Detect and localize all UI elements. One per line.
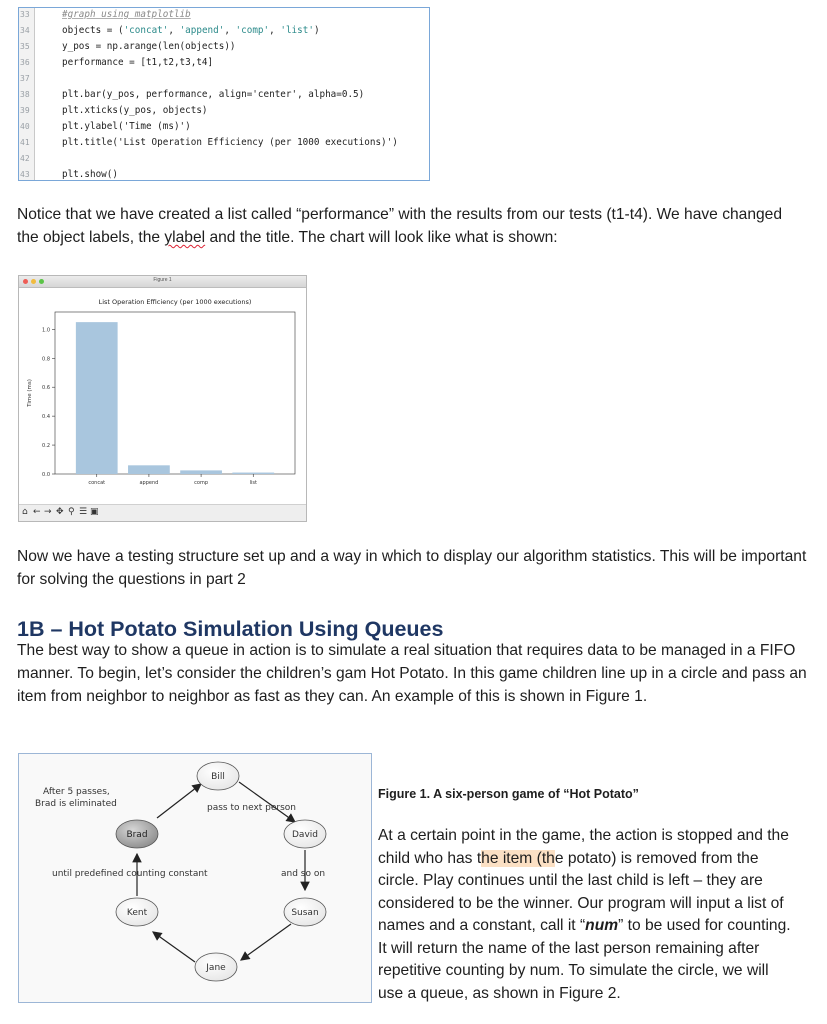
line-number-gutter xyxy=(19,8,35,180)
save-icon[interactable]: ▣ xyxy=(90,507,99,517)
emphasized-num: num xyxy=(585,917,619,934)
configure-icon[interactable]: ☰ xyxy=(79,507,88,517)
hot-potato-diagram-svg xyxy=(19,754,371,1002)
figure-caption: Figure 1. A six-person game of “Hot Potato” xyxy=(378,787,639,801)
y-tick-label: 0.8 xyxy=(42,356,50,363)
code-line: plt.ylabel('Time (ms)') xyxy=(62,121,191,132)
node-label-susan: Susan xyxy=(291,908,319,918)
section-heading: 1B – Hot Potato Simulation Using Queues xyxy=(17,617,444,641)
code-line: plt.bar(y_pos, performance, align='center', alpha=0.5) xyxy=(62,89,365,100)
paragraph-intro: Notice that we have created a list called “performance” with the results from our tests (t1-t4). We have changed the object labels, the ylabel and the title. The chart will look like what is shown: xyxy=(17,206,783,246)
highlighted-text: he item (th xyxy=(481,849,555,867)
figure-window xyxy=(18,275,307,522)
and-so-on-label: and so on xyxy=(281,869,326,879)
figure-title: Figure 1 xyxy=(153,277,172,283)
node-label-david: David xyxy=(292,830,318,840)
node-label-kent: Kent xyxy=(126,908,148,918)
line-number: 39 xyxy=(20,106,30,115)
back-arrow-icon[interactable]: ← xyxy=(33,507,41,517)
line-number: 37 xyxy=(20,74,30,83)
y-tick-label: 1.0 xyxy=(42,327,50,334)
line-number: 43 xyxy=(20,170,30,179)
bar-concat xyxy=(76,322,118,474)
line-number: 35 xyxy=(20,42,30,51)
arrow-susan-to-jane xyxy=(241,924,291,960)
x-tick-label: concat xyxy=(88,480,106,486)
arrow-jane-to-kent xyxy=(153,932,195,962)
node-label-jane: Jane xyxy=(206,963,226,973)
code-line: plt.show() xyxy=(62,169,118,180)
misspelled-word: ylabel xyxy=(164,229,206,246)
arrow-bill-to-david xyxy=(239,782,295,822)
home-icon[interactable]: ⌂ xyxy=(22,507,28,517)
code-comment: #graph using matplotlib xyxy=(62,9,191,20)
y-tick-label: 0.4 xyxy=(42,414,50,421)
code-line: plt.xticks(y_pos, objects) xyxy=(62,105,208,116)
line-number: 38 xyxy=(20,90,30,99)
code-line: plt.title('List Operation Efficiency (per 1000 executions)') xyxy=(62,137,398,148)
paragraph-testing: Now we have a testing structure set up and a way in which to display our algorithm statistics. This will be important for solving the questions in part 2 xyxy=(17,548,807,588)
until-label: until predefined counting constant xyxy=(52,869,208,879)
figure-toolbar xyxy=(19,504,306,521)
arrow-brad-to-bill xyxy=(157,784,201,818)
x-tick-label: list xyxy=(249,480,257,486)
pass-label: pass to next person xyxy=(207,803,297,813)
code-line: performance = [t1,t2,t3,t4] xyxy=(62,57,214,68)
eliminated-note-line1: After 5 passes, xyxy=(43,787,110,797)
bar-chart xyxy=(19,288,306,505)
line-number: 36 xyxy=(20,58,30,67)
chart-title: List Operation Efficiency (per 1000 executions) xyxy=(98,298,252,306)
zoom-icon[interactable]: ⚲ xyxy=(68,507,75,517)
y-tick-label: 0.6 xyxy=(42,385,50,392)
code-line: y_pos = np.arange(len(objects)) xyxy=(62,41,236,52)
line-number: 34 xyxy=(20,26,30,35)
hot-potato-diagram xyxy=(18,753,372,1003)
bar-comp xyxy=(180,470,222,474)
figure-titlebar xyxy=(19,276,306,288)
code-block xyxy=(18,7,430,181)
y-tick-label: 0.0 xyxy=(42,472,50,478)
line-number: 42 xyxy=(20,154,30,163)
paragraph-hot-potato: The best way to show a queue in action is to simulate a real situation that requires data to be managed in a FIFO manner. To begin, let’s consider the children’s gam Hot Potato. In this game children line up in a circle and pass an item from neighbor to neighbor as fast as they can. An example of this is shown in Figure 1. xyxy=(17,642,807,705)
pan-icon[interactable]: ✥ xyxy=(56,507,64,517)
line-number: 40 xyxy=(20,122,30,131)
line-number: 33 xyxy=(20,10,30,19)
code-line-objects: objects = ('concat', 'append', 'comp', 'list') xyxy=(62,25,320,36)
bar-append xyxy=(128,465,170,474)
node-label-bill: Bill xyxy=(211,772,225,782)
paragraph-game-rules: At a certain point in the game, the action is stopped and the child who has the item (the potato) is removed from the circle. Play continues until the last child is left – they are considered to be the winner. Our program will input a list of names and a constant, call it “num” to be used for counting. It will return the name of the last person remaining after repetitive counting by num. To simulate the circle, we will use a queue, as shown in Figure 2. xyxy=(378,827,791,1002)
eliminated-note-line2: Brad is eliminated xyxy=(35,799,117,809)
forward-arrow-icon[interactable]: → xyxy=(44,507,52,517)
x-tick-label: append xyxy=(139,480,159,486)
line-number: 41 xyxy=(20,138,30,147)
node-label-brad: Brad xyxy=(126,830,148,840)
x-tick-label: comp xyxy=(194,480,209,486)
y-axis-label: Time (ms) xyxy=(27,379,33,407)
y-tick-label: 0.2 xyxy=(42,443,50,450)
bar-list xyxy=(232,473,274,474)
